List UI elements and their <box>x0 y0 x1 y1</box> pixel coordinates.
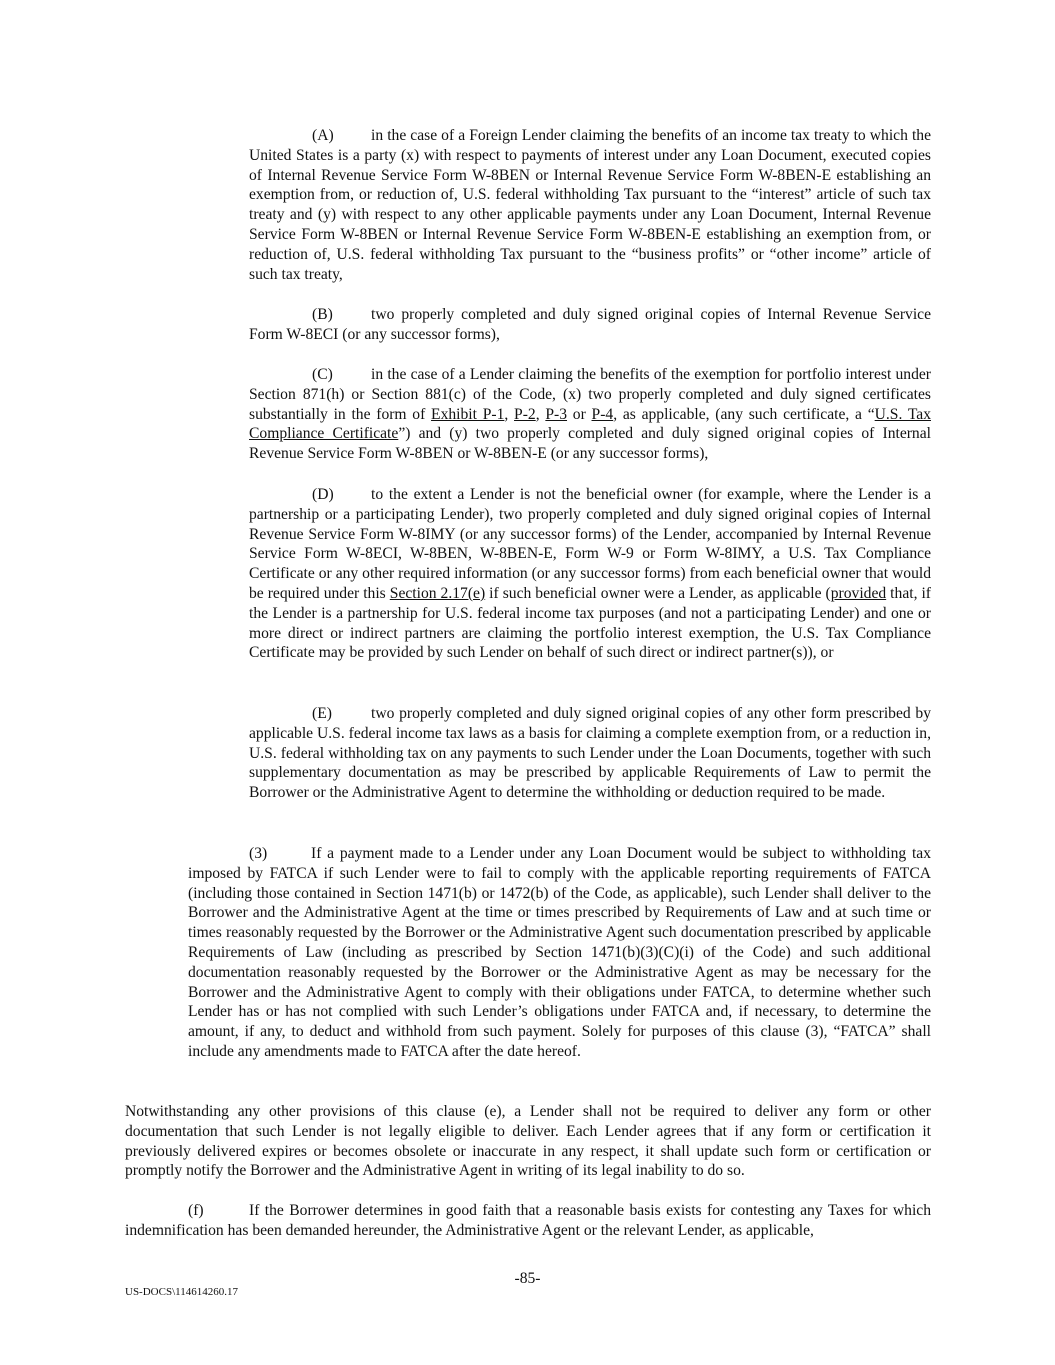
page-number: -85- <box>514 1270 541 1287</box>
exhibit-p1-ref: Exhibit P-1 <box>431 405 505 423</box>
document-id: US-DOCS\114614260.17 <box>125 1286 238 1298</box>
clause-3-label: (3) <box>249 845 268 862</box>
clause-c-sep-2: , <box>535 405 546 423</box>
clause-3 <box>188 844 931 1062</box>
defined-term-tax-compliance-certificate: U.S. Tax Compliance Certificate <box>249 405 931 443</box>
clause-f-label: (f) <box>188 1202 204 1219</box>
clause-e-text: two properly completed and duly signed original copies of any other form prescribed by applicable U.S. federal income tax laws as a basis for claiming a complete exemption from, or a reduction in, U.S. federal withholding tax on any payments to such Lender under the Loan Documents, together with such supplementary documentation as may be prescribed by applicable Requirements of Law to permit the Borrower or the Administrative Agent to determine the withholding or deduction required to be made. <box>249 705 931 802</box>
notwithstanding-text: Notwithstanding any other provisions of this clause (e), a Lender shall not be required to deliver any form or other documentation that such Lender is not legally eligible to deliver. Each Lender agrees that if any form or certification it previously delivered expires or becomes obsolete or inaccurate in any respect, it shall update such form or certification or promptly notify the Borrower and the Administrative Agent in writing of its legal inability to do so. <box>125 1103 931 1180</box>
clause-b-label: (B) <box>312 306 333 323</box>
exhibit-p2-ref: P-2 <box>514 405 536 423</box>
clause-d <box>249 485 931 663</box>
clause-f <box>125 1201 931 1241</box>
exhibit-p4-ref: P-4 <box>591 405 614 423</box>
clause-d-text-2: if such beneficial owner were a Lender, as applicable ( <box>485 584 831 602</box>
clause-c-text-2: , as applicable, (any such certificate, a “ <box>613 405 875 423</box>
notwithstanding-paragraph <box>125 1102 931 1181</box>
exhibit-p3-ref: P-3 <box>545 405 568 423</box>
clause-c-label: (C) <box>312 366 333 383</box>
clause-d-label: (D) <box>312 486 334 503</box>
clause-e-label: (E) <box>312 705 332 722</box>
clause-a-label: (A) <box>312 127 334 144</box>
clause-c-sep-3: or <box>567 405 592 423</box>
clause-c-sep-1: , <box>504 405 515 423</box>
clause-f-text: If the Borrower determines in good faith that a reasonable basis exists for contesting any Taxes for which indemnification has been demanded hereunder, the Administrative Agent or the relevant Lender, as applicable, <box>125 1202 931 1239</box>
clause-e <box>249 704 931 803</box>
clause-d-text-1: to the extent a Lender is not the beneficial owner (for example, where the Lender is a partnership or a participating Lender), two properly completed and duly signed original copies of Internal Revenue Service Form W-8IMY (or any successor forms) of the Lender, accompanied by Internal Revenue Service Form W-8ECI, W-8BEN, W-8BEN-E, Form W-9 or Form W-8IMY, a U.S. Tax Compliance Certificate or any other required information (or any successor forms) from each beneficial owner that would be required under this <box>249 486 931 602</box>
clause-b <box>249 305 931 345</box>
provided-term: provided <box>830 584 887 602</box>
section-2-17-e-ref: Section 2.17(e) <box>389 584 486 602</box>
clause-c-text-3: ”) and (y) two properly completed and duly signed original copies of Internal Revenue Service Form W-8BEN or W-8BEN-E (or any successor forms), <box>249 425 931 463</box>
clause-d-text-3: that, if the Lender is a partnership for U.S. federal income tax purposes (and not a participating Lender) and one or more direct or indirect partners are claiming the portfolio interest exemption, the U.S. Tax Compliance Certificate may be provided by such Lender on behalf of such direct or indirect partner(s)), or <box>249 584 932 662</box>
clause-a <box>249 126 931 284</box>
clause-c-text-1: in the case of a Lender claiming the benefits of the exemption for portfolio interest under Section 871(h) or Section 881(c) of the Code, (x) two properly completed and duly signed certificates substantially in the form of <box>249 366 931 423</box>
clause-a-text: in the case of a Foreign Lender claiming the benefits of an income tax treaty to which the United States is a party (x) with respect to payments of interest under any Loan Document, executed copies of Internal Revenue Service Form W-8BEN or Internal Revenue Service Form W-8BEN-E establishing an exemption from, or reduction of, U.S. federal withholding Tax pursuant to the “interest” article of such tax treaty and (y) with respect to any other applicable payments under any Loan Document, Internal Revenue Service Form W-8BEN or Internal Revenue Service Form W-8BEN-E establishing an exemption from, or reduction of, U.S. federal withholding Tax pursuant to the “business profits” or “other income” article of such tax treaty, <box>249 127 931 283</box>
clause-b-text: two properly completed and duly signed original copies of Internal Revenue Service Form W-8ECI (or any successor forms), <box>249 306 931 343</box>
clause-c <box>249 365 931 464</box>
clause-3-text: If a payment made to a Lender under any Loan Document would be subject to withholding tax imposed by FATCA if such Lender were to fail to comply with the applicable reporting requirements of FATCA (including those contained in Section 1471(b) or 1472(b) of the Code, as applicable), such Lender shall deliver to the Borrower and the Administrative Agent at the time or times prescribed by Requirements of Law and at such time or times reasonably requested by the Borrower or the Administrative Agent such documentation prescribed by applicable Requirements of Law (including as prescribed by Section 1471(b)(3)(C)(i) of the Code) and such additional documentation reasonably requested by the Borrower or the Administrative Agent as may be necessary for the Borrower and the Administrative Agent to comply with their obligations under FATCA, to determine whether such Lender has or has not complied with such Lender’s obligations under FATCA and, if necessary, to determine the amount, if any, to deduct and withhold from such payment. Solely for purposes of this clause (3), “FATCA” shall include any amendments made to FATCA after the date hereof. <box>188 845 931 1060</box>
